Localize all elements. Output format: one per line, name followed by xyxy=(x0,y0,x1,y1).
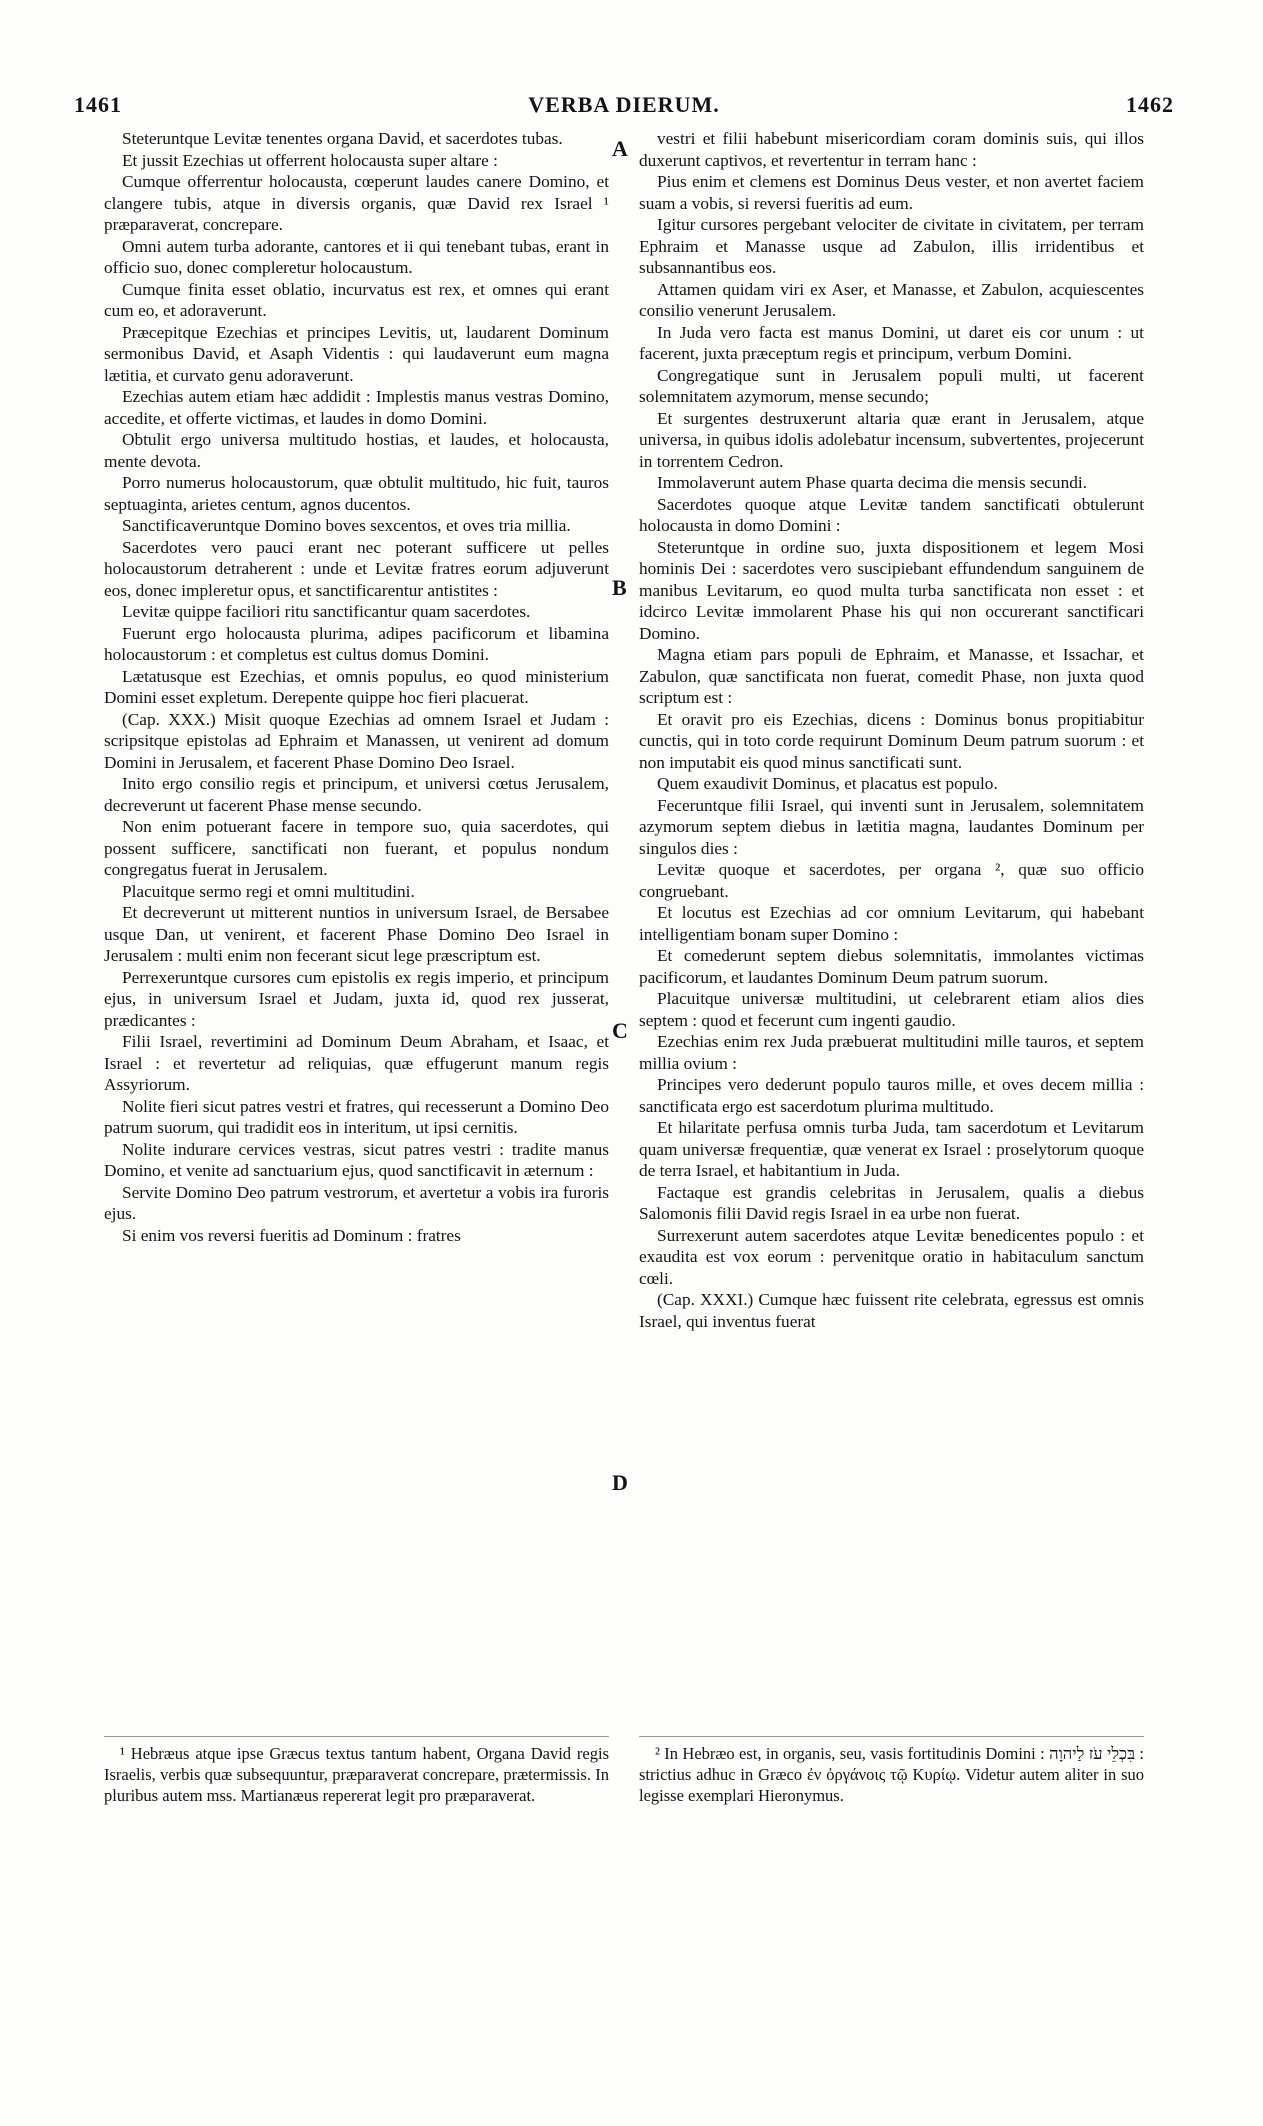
footnote-right xyxy=(639,1736,1144,1806)
verse-paragraph: (Cap. XXXI.) Cumque hæc fuissent rite celebrata, egressus est omnis Israel, qui inventus fuerat xyxy=(639,1290,1144,1331)
verse-paragraph: Principes vero dederunt populo tauros mille, et oves decem millia : sanctificata ergo est sacerdotum plurima multitudo. xyxy=(639,1075,1144,1116)
verse-paragraph: Præcepitque Ezechias et principes Levitis, ut, laudarent Dominum sermonibus David, et Asaph Videntis : qui laudaverunt eum magna lætitia, et curvato genu adoraverunt. xyxy=(104,322,609,385)
verse-paragraph: Ezechias enim rex Juda præbuerat multitudini mille tauros, et septem millia ovium : xyxy=(639,1032,1144,1073)
verse-paragraph: Placuitque sermo regi et omni multitudini. xyxy=(122,881,415,901)
verse-paragraph: Porro numerus holocaustorum, quæ obtulit multitudo, hic fuit, tauros septuaginta, arietes centum, agnos ducentos. xyxy=(104,473,609,514)
verse-paragraph: Omni autem turba adorante, cantores et ii qui tenebant tubas, erant in officio suo, donec compleretur holocaustum. xyxy=(104,236,609,277)
verse-paragraph: Et locutus est Ezechias ad cor omnium Levitarum, qui habebant intelligentiam bonam super Domino : xyxy=(639,903,1144,944)
verse-paragraph: Sacerdotes quoque atque Levitæ tandem sanctificati obtulerunt holocausta in domo Domini : xyxy=(639,494,1144,535)
verse-paragraph: Sanctificaveruntque Domino boves sexcentos, et oves tria millia. xyxy=(122,516,571,535)
verse-paragraph: Lætatusque est Ezechias, et omnis populus, eo quod ministerium Domini esset expletum. Derepente quippe hoc fieri placuerat. xyxy=(104,666,609,707)
verse-paragraph: Fuerunt ergo holocausta plurima, adipes pacificorum et libamina holocaustorum : et completus est cultus domus Domini. xyxy=(104,623,609,664)
verse-paragraph: Inito ergo consilio regis et principum, et universi cœtus Jerusalem, decreverunt ut facerent Phase mense secundo. xyxy=(104,774,609,815)
verse-paragraph: Et hilaritate perfusa omnis turba Juda, tam sacerdotum et Levitarum quam universæ frequentiæ, quæ venerat ex Israel : proselytorum quoque de terra Israel, et habitantium in Juda. xyxy=(639,1118,1144,1180)
margin-letter-d: D xyxy=(612,1470,628,1495)
margin-letter-b: B xyxy=(612,575,627,600)
verse-paragraph: Quem exaudivit Dominus, et placatus est populo. xyxy=(657,774,998,793)
verse-paragraph: Nolite indurare cervices vestras, sicut patres vestri : tradite manus Domino, et venite ad sanctuarium ejus, quod sanctificavit in æternum : xyxy=(104,1139,609,1180)
footnote-left xyxy=(104,1736,609,1806)
page-number-left: 1461 xyxy=(74,92,122,117)
verse-paragraph: Pius enim et clemens est Dominus Deus vester, et non avertet faciem suam a vobis, si reversi fueritis ad eum. xyxy=(639,172,1144,213)
verse-paragraph: Congregatique sunt in Jerusalem populi multi, ut facerent solemnitatem azymorum, mense secundo; xyxy=(639,365,1144,406)
verse-paragraph: Ezechias autem etiam hæc addidit : Implestis manus vestras Domino, accedite, et offerte victimas, et laudes in domo Domini. xyxy=(104,387,609,428)
running-header xyxy=(74,92,1174,122)
verse-paragraph: Et comederunt septem diebus solemnitatis, immolantes victimas pacificorum, et laudantes Dominum Deum patrum suorum. xyxy=(639,946,1144,987)
verse-paragraph: In Juda vero facta est manus Domini, ut daret eis cor unum : ut facerent, juxta præceptum regis et principum, verbum Domini. xyxy=(639,322,1144,363)
verse-paragraph: Servite Domino Deo patrum vestrorum, et avertetur a vobis ira furoris ejus. xyxy=(104,1182,609,1223)
verse-paragraph: Nolite fieri sicut patres vestri et fratres, qui recesserunt a Domino Deo patrum suorum, qui tradidit eos in interitum, ut ipsi cernitis. xyxy=(104,1096,609,1137)
footnote-text: ¹ Hebræus atque ipse Græcus textus tantum habent, Organa David regis Israelis, verbis quæ subsequuntur, præparaverat concrepare, prætermissis. In pluribus autem mss. Martianæus repererat legit pro præparaverat. xyxy=(104,1744,609,1805)
verse-paragraph: Igitur cursores pergebant velociter de civitate in civitatem, per terram Ephraim et Manasse usque ad Zabulon, illis irridentibus et subsannantibus eos. xyxy=(639,215,1144,277)
verse-paragraph: Levitæ quoque et sacerdotes, per organa ², quæ suo officio congruebant. xyxy=(639,860,1144,901)
verse-paragraph: Et jussit Ezechias ut offerrent holocausta super altare : xyxy=(122,150,498,170)
verse-paragraph: Et decreverunt ut mitterent nuntios in universum Israel, de Bersabee usque Dan, ut venirent, et facerent Phase Domino Deo Israel in Jerusalem : multi enim non fecerant sicut lege præscriptum est. xyxy=(104,903,609,965)
margin-letter-a: A xyxy=(612,136,628,161)
verse-paragraph: Steteruntque in ordine suo, juxta dispositionem et legem Mosi hominis Dei : sacerdotes vero suscipiebant effundendum sanguinem de manibus Levitarum, eo quod multa turba sanctificata non esset : et idcirco Levitæ immolarent Phase his qui non occurerant sanctificari Domino. xyxy=(639,537,1144,643)
verse-paragraph: Si enim vos reversi fueritis ad Dominum : fratres xyxy=(122,1225,461,1245)
verse-paragraph: (Cap. XXX.) Misit quoque Ezechias ad omnem Israel et Judam : scripsitque epistolas ad Ephraim et Manassen, ut venirent ad domum Domini in Jerusalem, et facerent Phase Domino Deo Israel. xyxy=(104,709,609,772)
verse-paragraph: Perrexeruntque cursores cum epistolis ex regis imperio, et principum ejus, in universum Israel et Judam, juxta id, quod rex jusserat, prædicantes : xyxy=(104,967,609,1030)
right-text-column xyxy=(639,128,1144,1332)
verse-paragraph: Cumque offerrentur holocausta, cœperunt laudes canere Domino, et clangere tubis, atque in diversis organis, quæ David rex Israel ¹ præparaverat, concrepare. xyxy=(104,172,609,234)
verse-paragraph: Et oravit pro eis Ezechias, dicens : Dominus bonus propitiabitur cunctis, qui in toto corde requirunt Dominum Deum patrum suorum : et non imputabit eis quod minus sanctificati sunt. xyxy=(639,709,1144,772)
verse-paragraph: Levitæ quippe faciliori ritu sanctificantur quam sacerdotes. xyxy=(122,602,531,621)
page-number-right: 1462 xyxy=(1126,92,1174,117)
verse-paragraph: Sacerdotes vero pauci erant nec poterant sufficere ut pelles holocaustorum detraherent : unde et Levitæ fratres eorum adjuverunt eos, donec impleretur opus, et sanctificarentur antistites : xyxy=(104,537,609,600)
verse-paragraph: Non enim potuerant facere in tempore suo, quia sacerdotes, qui possent sufficere, sanctificati non fuerant, et populus nondum congregatus fuerat in Jerusalem. xyxy=(104,817,609,879)
verse-paragraph: Steteruntque Levitæ tenentes organa David, et sacerdotes tubas. xyxy=(122,129,563,148)
margin-letter-c: C xyxy=(612,1018,628,1043)
verse-paragraph: Obtulit ergo universa multitudo hostias, et laudes, et holocausta, mente devota. xyxy=(104,430,609,471)
verse-paragraph: Et surgentes destruxerunt altaria quæ erant in Jerusalem, atque universa, in quibus idolis adolebatur incensum, subvertentes, projecerunt in torrentem Cedron. xyxy=(639,408,1144,471)
verse-paragraph: vestri et filii habebunt misericordiam coram dominis suis, qui illos duxerunt captivos, et revertentur in terram hanc : xyxy=(639,129,1144,170)
verse-paragraph: Magna etiam pars populi de Ephraim, et Manasse, et Issachar, et Zabulon, quæ sanctificata non fuerat, comedit Phase, non juxta quod scriptum est : xyxy=(639,645,1144,707)
verse-paragraph: Immolaverunt autem Phase quarta decima die mensis secundi. xyxy=(657,473,1087,492)
verse-paragraph: Surrexerunt autem sacerdotes atque Levitæ benedicentes populo : et exaudita est vox eorum : pervenitque oratio in habitaculum sanctum cœli. xyxy=(639,1225,1144,1288)
verse-paragraph: Filii Israel, revertimini ad Dominum Deum Abraham, et Isaac, et Israel : et revertetur ad reliquias, quæ effugerunt manum regis Assyriorum. xyxy=(104,1032,609,1094)
left-text-column xyxy=(104,128,609,1246)
verse-paragraph: Placuitque universæ multitudini, ut celebrarent etiam alios dies septem : quod et fecerunt cum ingenti gaudio. xyxy=(639,989,1144,1030)
footnote-text: ² In Hebræo est, in organis, seu, vasis fortitudinis Domini : בִּכְלֵי עֹז לַיהוָה : strictius adhuc in Græco ἐν ὀργάνοις τῷ Κυρίῳ. Videtur autem aliter in suo legisse exemplari Hieronymus. xyxy=(639,1744,1145,1805)
verse-paragraph: Factaque est grandis celebritas in Jerusalem, qualis a diebus Salomonis filii David regis Israel in ea urbe non fuerat. xyxy=(639,1182,1144,1223)
verse-paragraph: Feceruntque filii Israel, qui inventi sunt in Jerusalem, solemnitatem azymorum septem diebus in lætitia magna, laudantes Dominum per singulos dies : xyxy=(639,795,1144,858)
verse-paragraph: Cumque finita esset oblatio, incurvatus est rex, et omnes qui erant cum eo, et adoraverunt. xyxy=(104,279,609,320)
verse-paragraph: Attamen quidam viri ex Aser, et Manasse, et Zabulon, acquiescentes consilio venerunt Jerusalem. xyxy=(639,279,1144,320)
running-title: VERBA DIERUM. xyxy=(528,92,720,117)
